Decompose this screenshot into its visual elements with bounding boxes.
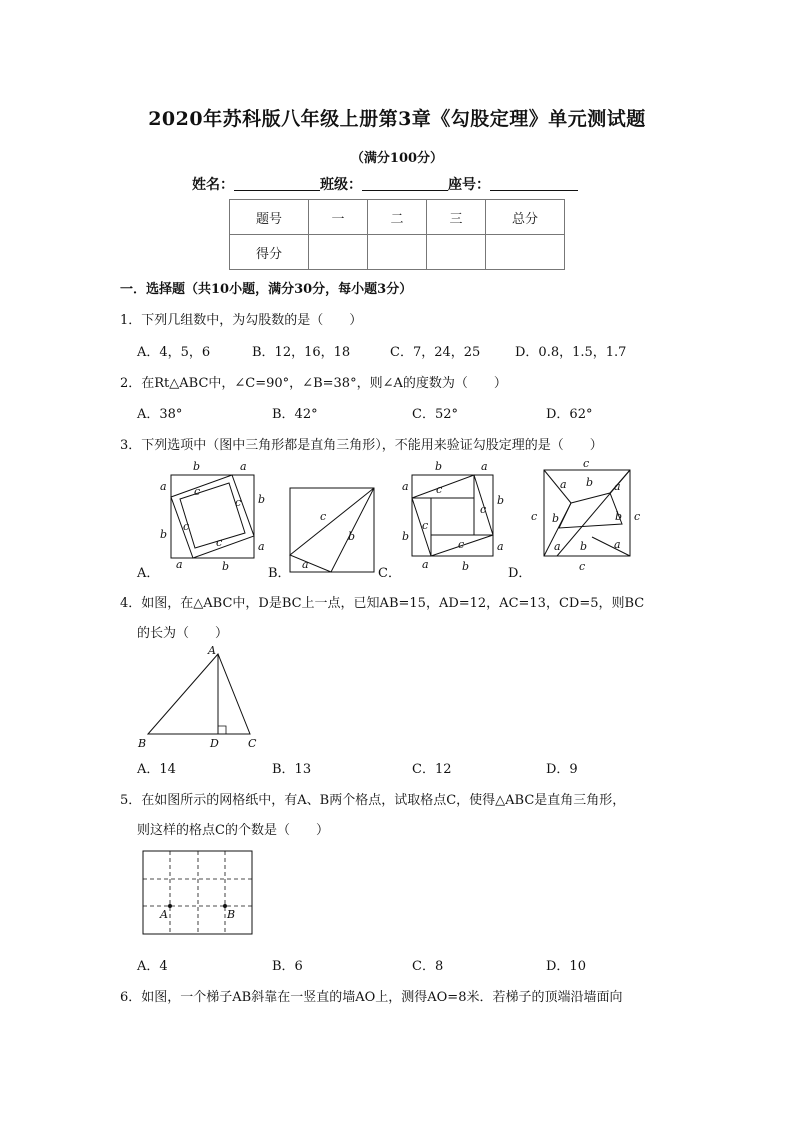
class-blank[interactable]: [362, 176, 448, 191]
question-stem: 5．在如图所示的网格纸中，有A、B两个格点，试取格点C，使得△ABC是直角三角形，: [120, 793, 626, 808]
figure-3c: [400, 458, 505, 576]
student-info-line: [192, 174, 578, 194]
label-A: A: [160, 908, 168, 921]
label-b: b: [497, 494, 505, 507]
option-a[interactable]: A．: [137, 566, 160, 581]
option-a[interactable]: A．38°: [137, 407, 183, 422]
label-B: B: [227, 908, 236, 921]
option-c[interactable]: C．8: [412, 959, 444, 974]
score-cell[interactable]: [368, 235, 427, 270]
label-C: C: [248, 737, 257, 750]
label-c: c: [436, 483, 443, 496]
option-d[interactable]: D．0.8，1.5，1.7: [515, 345, 627, 360]
option-d[interactable]: D．10: [546, 959, 586, 974]
label-a: a: [614, 480, 621, 493]
option-d[interactable]: D．62°: [546, 407, 593, 422]
label-a: a: [422, 558, 429, 571]
score-table-header-row: [230, 200, 565, 235]
label-a: a: [554, 540, 561, 553]
score-cell[interactable]: [486, 235, 565, 270]
question-stem-cont: 则这样的格点C的个数是（ ）: [137, 823, 329, 838]
label-a: a: [240, 460, 247, 473]
label-D: D: [210, 737, 219, 750]
label-b: b: [258, 493, 266, 506]
seat-label: 座号：: [448, 177, 490, 193]
label-c: c: [531, 510, 538, 523]
label-B: B: [138, 737, 147, 750]
question-stem: 3．下列选项中（图中三角形都是直角三角形），不能用来验证勾股定理的是（ ）: [120, 438, 603, 453]
label-a: a: [258, 540, 265, 553]
label-A: A: [208, 644, 216, 657]
score-table-row: [230, 235, 565, 270]
option-c[interactable]: C．: [378, 566, 401, 581]
label-c: c: [183, 520, 190, 533]
label-b: b: [160, 528, 168, 541]
name-label: 姓名：: [192, 177, 234, 193]
option-b[interactable]: B．12，16，18: [252, 345, 351, 360]
figure-3a: [150, 458, 270, 576]
label-a: a: [176, 558, 183, 571]
section-heading: 一．选择题（共10小题，满分30分，每小题3分）: [120, 282, 413, 297]
question-stem: 4．如图，在△ABC中，D是BC上一点，已知AB=15，AD=12，AC=13，CD=5，则BC: [120, 596, 645, 611]
figure-4-triangle: [132, 640, 262, 752]
page-subtitle: （满分100分）: [350, 151, 444, 166]
label-c: c: [422, 519, 429, 532]
option-d[interactable]: D．: [508, 566, 532, 581]
label-b: b: [435, 460, 443, 473]
name-blank[interactable]: [234, 176, 320, 191]
label-a: a: [560, 478, 567, 491]
label-b: b: [586, 476, 594, 489]
class-label: 班级：: [320, 177, 362, 193]
score-header-cell: 题号: [230, 200, 309, 235]
option-a[interactable]: A．4，5，6: [137, 345, 211, 360]
score-cell[interactable]: [309, 235, 368, 270]
label-a: a: [614, 538, 621, 551]
label-a: a: [302, 558, 309, 571]
score-header-cell: 三: [427, 200, 486, 235]
option-a[interactable]: A．14: [137, 762, 176, 777]
label-b: b: [222, 560, 230, 573]
label-a: a: [160, 480, 167, 493]
question-stem: 6．如图，一个梯子AB斜靠在一竖直的墙AO上，测得AO=8米．若梯子的顶端沿墙面向: [120, 990, 623, 1005]
label-c: c: [579, 560, 586, 573]
label-b: b: [462, 560, 470, 573]
option-b[interactable]: B．42°: [272, 407, 318, 422]
page-title: 2020年苏科版八年级上册第3章《勾股定理》单元测试题: [148, 108, 646, 130]
label-c: c: [320, 510, 327, 523]
option-b[interactable]: B．13: [272, 762, 312, 777]
label-c: c: [480, 503, 487, 516]
figure-5-grid: [140, 848, 256, 938]
label-c: c: [583, 457, 590, 470]
label-a: a: [497, 540, 504, 553]
label-c: c: [458, 538, 465, 551]
score-header-cell: 二: [368, 200, 427, 235]
figure-3b: [286, 480, 378, 576]
label-b: b: [580, 540, 588, 553]
score-header-cell: 总分: [486, 200, 565, 235]
figure-3d: [526, 458, 646, 576]
option-b[interactable]: B．: [268, 566, 291, 581]
question-stem: 1．下列几组数中，为勾股数的是（ ）: [120, 313, 363, 328]
label-b: b: [615, 510, 623, 523]
label-a: a: [481, 460, 488, 473]
label-c: c: [216, 536, 223, 549]
label-b: b: [552, 512, 560, 525]
option-c[interactable]: C．12: [412, 762, 452, 777]
score-cell[interactable]: [427, 235, 486, 270]
question-stem-cont: 的长为（ ）: [137, 626, 229, 641]
score-row-label: 得分: [230, 235, 309, 270]
seat-blank[interactable]: [490, 176, 578, 191]
option-a[interactable]: A．4: [137, 959, 168, 974]
score-table: [229, 199, 565, 270]
label-b: b: [348, 530, 356, 543]
label-b: b: [402, 530, 410, 543]
score-header-cell: 一: [309, 200, 368, 235]
label-a: a: [402, 480, 409, 493]
option-d[interactable]: D．9: [546, 762, 578, 777]
label-b: b: [193, 460, 201, 473]
option-c[interactable]: C．52°: [412, 407, 458, 422]
question-stem: 2．在Rt△ABC中，∠C=90°，∠B=38°，则∠A的度数为（ ）: [120, 376, 507, 391]
option-b[interactable]: B．6: [272, 959, 303, 974]
label-c: c: [634, 510, 641, 523]
label-c: c: [235, 496, 242, 509]
option-c[interactable]: C．7，24，25: [390, 345, 481, 360]
label-c: c: [194, 485, 201, 498]
